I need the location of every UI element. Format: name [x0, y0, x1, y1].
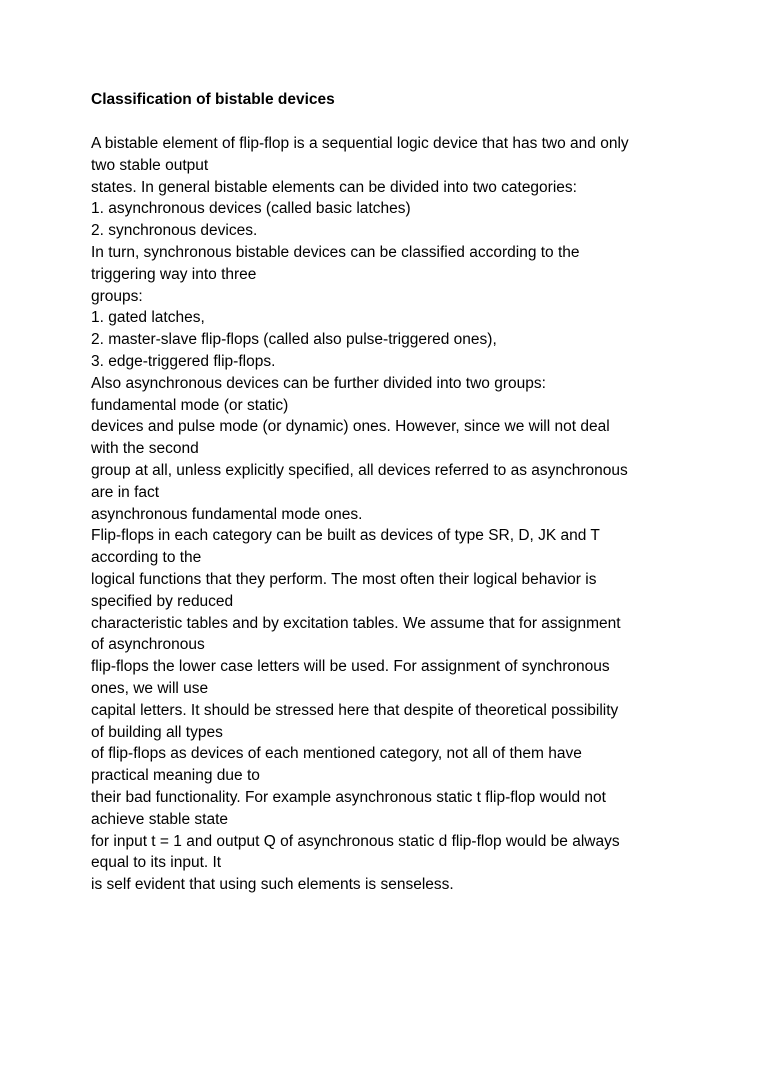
text-line: achieve stable state: [91, 810, 229, 828]
text-line: logical functions that they perform. The most often their logical behavior is: [91, 570, 597, 588]
text-line: characteristic tables and by excitation tables. We assume that for assignment: [91, 614, 621, 632]
text-line: 1. asynchronous devices (called basic latches): [91, 200, 411, 218]
text-line: specified by reduced: [91, 592, 234, 610]
text-line: Also asynchronous devices can be further divided into two groups:: [91, 374, 546, 392]
text-line: capital letters. It should be stressed here that despite of theoretical possibility: [91, 701, 619, 719]
text-line: practical meaning due to: [91, 767, 260, 785]
text-line: ones, we will use: [91, 679, 209, 697]
text-line: of flip-flops as devices of each mentioned category, not all of them have: [91, 745, 582, 763]
text-line: of building all types: [91, 723, 223, 741]
text-line: of asynchronous: [91, 636, 205, 654]
text-line: states. In general bistable elements can be divided into two categories:: [91, 178, 577, 196]
text-line: groups:: [91, 287, 143, 305]
text-line: flip-flops the lower case letters will be used. For assignment of synchronous: [91, 658, 610, 676]
text-line: 2. master-slave flip-flops (called also pulse-triggered ones),: [91, 331, 497, 349]
document-title: Classification of bistable devices: [91, 91, 335, 108]
text-line: according to the: [91, 549, 202, 567]
text-line: 2. synchronous devices.: [91, 222, 258, 240]
paragraph: [91, 133, 681, 896]
text-line: for input t = 1 and output Q of asynchronous static d flip-flop would be always: [91, 832, 620, 850]
text-line: their bad functionality. For example asynchronous static t flip-flop would not: [91, 788, 606, 806]
text-line: 1. gated latches,: [91, 309, 205, 327]
text-line: group at all, unless explicitly specified, all devices referred to as asynchronous: [91, 461, 628, 479]
text-line: 3. edge-triggered flip-flops.: [91, 352, 276, 370]
text-line: fundamental mode (or static): [91, 396, 289, 414]
text-line: are in fact: [91, 483, 160, 501]
text-line: two stable output: [91, 156, 209, 174]
text-line: asynchronous fundamental mode ones.: [91, 505, 363, 523]
text-line: In turn, synchronous bistable devices can be classified according to the: [91, 243, 580, 261]
text-line: triggering way into three: [91, 265, 257, 283]
document-body: [91, 89, 681, 896]
text-line: equal to its input. It: [91, 854, 222, 872]
text-line: devices and pulse mode (or dynamic) ones. However, since we will not deal: [91, 418, 610, 436]
text-line: is self evident that using such elements is senseless.: [91, 876, 454, 894]
text-line: with the second: [91, 440, 199, 458]
text-line: Flip-flops in each category can be built as devices of type SR, D, JK and T: [91, 527, 600, 545]
text-line: A bistable element of flip-flop is a sequential logic device that has two and only: [91, 135, 629, 152]
